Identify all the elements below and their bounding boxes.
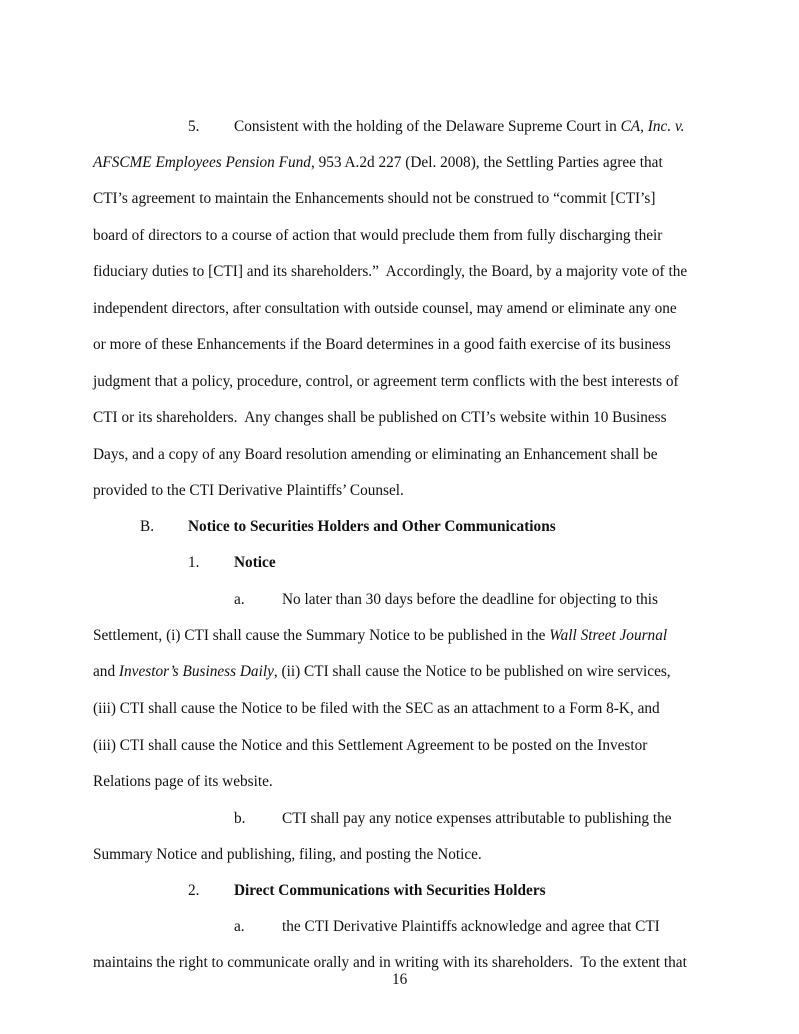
paragraph-number: 5. [188, 118, 200, 135]
subsection-heading: Notice [234, 554, 276, 571]
paragraph-line: CTI’s agreement to maintain the Enhancements should not be construed to “commit [CTI’s] [93, 190, 656, 207]
paragraph-line: CTI shall pay any notice expenses attributable to publishing the [282, 810, 672, 827]
text: , 953 A.2d 227 (Del. 2008), the Settling Parties agree that [310, 154, 663, 171]
paragraph-line: Days, and a copy of any Board resolution amending or eliminating an Enhancement shall be [93, 446, 658, 463]
text: , (ii) CTI shall cause the Notice to be published on wire services, [273, 663, 671, 680]
paragraph-line [93, 663, 671, 681]
subsection-label: 1. [188, 554, 200, 571]
paragraph-line: maintains the right to communicate orally and in writing with its shareholders. To the extent that [93, 954, 687, 971]
publication-name: Investor’s Business Daily [118, 663, 274, 680]
text: and [93, 663, 119, 680]
page-number: 16 [392, 971, 408, 988]
paragraph-line: or more of these Enhancements if the Board determines in a good faith exercise of its business [93, 336, 671, 353]
paragraph-line: CTI or its shareholders. Any changes shall be published on CTI’s website within 10 Business [93, 409, 667, 426]
text: Consistent with the holding of the Delaware Supreme Court in [234, 118, 621, 135]
publication-name: Wall Street Journal [549, 627, 668, 644]
item-label: b. [234, 810, 246, 827]
item-label: a. [234, 591, 245, 608]
item-label: a. [234, 918, 245, 935]
paragraph-line: judgment that a policy, procedure, control, or agreement term conflicts with the best interests of [93, 373, 679, 390]
paragraph-line: board of directors to a course of action that would preclude them from fully discharging their [93, 227, 663, 244]
text: Settlement, (i) CTI shall cause the Summary Notice to be published in the [93, 627, 550, 644]
paragraph-line: (iii) CTI shall cause the Notice to be filed with the SEC as an attachment to a Form 8-K, and [93, 700, 660, 717]
section-label: B. [140, 518, 155, 535]
case-citation: CA, Inc. v. [620, 118, 685, 135]
paragraph-line: fiduciary duties to [CTI] and its shareholders.” Accordingly, the Board, by a majority vote of the [93, 263, 688, 280]
paragraph-line: No later than 30 days before the deadline for objecting to this [282, 591, 658, 608]
paragraph-line: (iii) CTI shall cause the Notice and this Settlement Agreement to be posted on the Investor [93, 737, 648, 754]
section-heading: Notice to Securities Holders and Other Communications [188, 518, 556, 535]
case-citation: AFSCME Employees Pension Fund [93, 154, 311, 171]
paragraph-line: provided to the CTI Derivative Plaintiffs’ Counsel. [93, 482, 404, 499]
paragraph-line [93, 627, 667, 645]
paragraph-line: independent directors, after consultation with outside counsel, may amend or eliminate any one [93, 300, 677, 317]
paragraph-line [234, 118, 684, 136]
subsection-label: 2. [188, 882, 200, 899]
paragraph-line: the CTI Derivative Plaintiffs acknowledge and agree that CTI [282, 918, 660, 935]
paragraph-line: Relations page of its website. [93, 773, 273, 790]
paragraph-line: Summary Notice and publishing, filing, and posting the Notice. [93, 846, 482, 863]
subsection-heading: Direct Communications with Securities Holders [234, 882, 546, 899]
paragraph-line [93, 154, 663, 172]
